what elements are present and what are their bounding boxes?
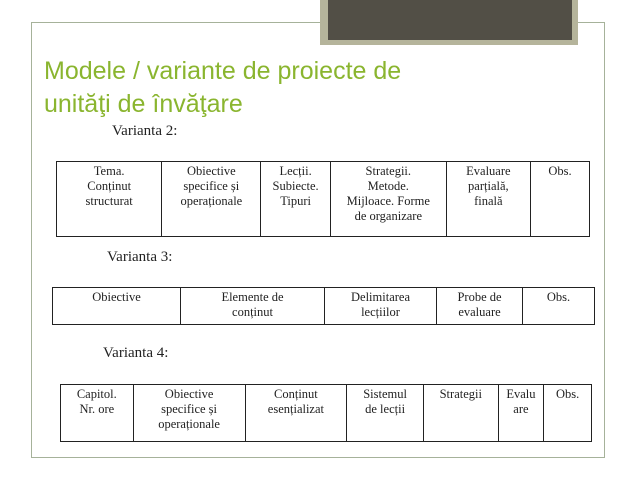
table-header-cell (446, 162, 530, 237)
header-text: Delimitarea (351, 290, 410, 304)
header-text: Obs. (546, 290, 571, 304)
table-header-cell (261, 162, 331, 237)
header-text: conținut (232, 305, 273, 319)
variant-2-label: Varianta 2: (112, 123, 178, 139)
header-text: Obiective (92, 290, 141, 304)
slide-title-line-1: Modele / variante de proiecte de (44, 57, 402, 85)
table-header-cell (498, 385, 544, 442)
table-header-cell (57, 162, 162, 237)
table-header-cell (330, 162, 446, 237)
header-text: Metode. (367, 179, 409, 193)
scanned-tables-image (39, 119, 597, 453)
table-header-cell (423, 385, 498, 442)
table-row (57, 162, 590, 237)
table-header-cell (325, 288, 437, 325)
variant-4-table (60, 384, 592, 442)
table-header-cell (53, 288, 181, 325)
header-text: Evalu (506, 387, 536, 401)
variant-2-table (56, 161, 590, 237)
header-text: finală (474, 194, 503, 208)
table-header-cell (530, 162, 589, 237)
header-text: Capitol. (76, 387, 117, 401)
table-header-cell (133, 385, 245, 442)
header-text: Subiecte. (272, 179, 319, 193)
header-text: Probe de (457, 290, 502, 304)
table-header-cell (523, 288, 595, 325)
header-text: specifice și (161, 402, 218, 416)
header-text: Elemente de (221, 290, 284, 304)
table-header-cell (181, 288, 325, 325)
header-text: Evaluare (466, 164, 511, 178)
header-text: are (513, 402, 529, 416)
header-text: Obiective (187, 164, 236, 178)
title-accent-bar-inner (328, 0, 572, 40)
header-text: de organizare (354, 209, 423, 223)
table-header-cell (347, 385, 424, 442)
header-text: Obiective (164, 387, 214, 401)
table-row (53, 288, 595, 325)
header-text: Strategii. (365, 164, 412, 178)
header-text: Lecții. (279, 164, 312, 178)
table-header-cell (544, 385, 592, 442)
header-text: operaționale (180, 194, 243, 208)
header-text: Mijloace. Forme (346, 194, 430, 208)
table-header-cell (245, 385, 347, 442)
variant-3-label: Varianta 3: (107, 249, 173, 265)
header-text: Obs. (548, 164, 572, 178)
table-row (61, 385, 592, 442)
table-header-cell (437, 288, 523, 325)
header-text: evaluare (458, 305, 501, 319)
header-text: Sistemul (363, 387, 407, 401)
header-text: Tema. (93, 164, 125, 178)
table-header-cell (162, 162, 261, 237)
header-text: Strategii (439, 387, 482, 401)
header-text: esențializat (267, 402, 325, 416)
header-text: structurat (85, 194, 133, 208)
table-header-cell (61, 385, 134, 442)
header-text: lecțiilor (361, 305, 400, 319)
header-text: operaționale (158, 417, 220, 431)
header-text: Conținut (274, 387, 318, 401)
variant-4-label: Varianta 4: (103, 345, 169, 361)
header-text: Nr. ore (79, 402, 115, 416)
header-text: specifice și (183, 179, 240, 193)
header-text: Conținut (87, 179, 132, 193)
header-text: Obs. (555, 387, 580, 401)
slide-title-line-2: unităţi de învăţare (44, 90, 243, 118)
header-text: de lecții (365, 402, 406, 416)
slide-title (44, 55, 524, 121)
variant-3-table (52, 287, 595, 325)
header-text: parțială, (468, 179, 509, 193)
header-text: Tipuri (280, 194, 311, 208)
